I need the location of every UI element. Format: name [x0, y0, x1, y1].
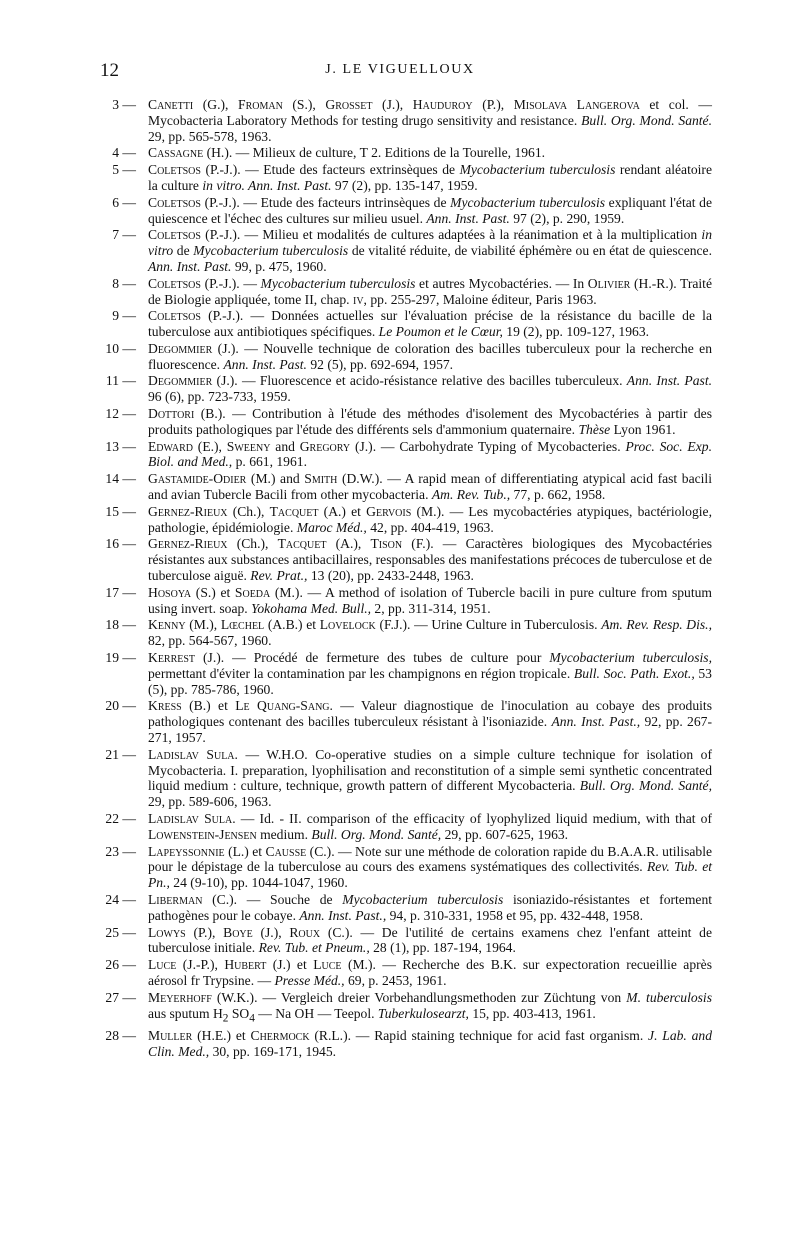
- reference-item: [100, 162, 712, 194]
- reference-text: (H.). — Milieux de culture, T 2. Editions de la Tourelle, 1961.: [203, 145, 546, 161]
- reference-item: [100, 811, 712, 843]
- italic-text: Mycobacterium tuberculosis,: [549, 649, 712, 665]
- reference-text: (P.),: [472, 97, 514, 112]
- reference-text: (B.) et: [181, 698, 236, 714]
- reference-text: (G.),: [193, 97, 239, 112]
- reference-text: 94, p. 310-331, 1958 et 95, pp. 432-448, 1958.: [386, 907, 643, 923]
- reference-text: Lyon 1961.: [610, 421, 676, 437]
- author-name: Hubert: [224, 957, 267, 973]
- reference-item: [100, 844, 712, 892]
- author-name: Misolava Langerova: [513, 97, 640, 112]
- reference-text: (M.). — Les mycobactéries atypiques, bactériologie, pathologie, épidémiologie.: [148, 503, 712, 535]
- reference-text: (F.J.). — Urine Culture in Tuberculosis.: [375, 617, 602, 633]
- subscript: 4: [249, 1012, 255, 1025]
- reference-text: (F.). — Caractères biologiques des Mycobactéries résistantes aux substances antibacillaires, responsables des manifestations précoces de tuberculose et de tuberculose aiguë.: [148, 536, 713, 584]
- reference-text: (M.). — A method of isolation of Tubercle bacili in pure culture from sputum using invert. soap.: [148, 584, 712, 616]
- italic-text: Ann. Inst. Past.: [626, 373, 712, 389]
- reference-text: 13 (20), pp. 2433-2448, 1963.: [307, 568, 474, 584]
- reference-text: 29, pp. 589-606, 1963.: [148, 794, 272, 810]
- reference-number: 24 —: [105, 892, 136, 908]
- author-name: Causse: [265, 843, 307, 859]
- reference-text: and: [270, 438, 300, 454]
- italic-text: Rev. Prat.,: [250, 568, 308, 584]
- reference-number: 4 —: [112, 145, 136, 161]
- reference-text: (J.). — Procédé de fermeture des tubes de culture pour: [195, 649, 550, 665]
- reference-item: [100, 97, 712, 145]
- reference-item: [100, 892, 712, 924]
- reference-number: 8 —: [112, 275, 136, 291]
- author-name: Coletsos: [148, 227, 201, 243]
- reference-item: [100, 406, 712, 438]
- reference-text: 53 (5), pp. 785-786, 1960.: [148, 665, 712, 697]
- reference-item: [100, 145, 712, 161]
- reference-text: 15, pp. 403-413, 1961.: [468, 1005, 596, 1021]
- reference-text: 30, pp. 169-171, 1945.: [209, 1043, 337, 1059]
- reference-number: 18 —: [105, 617, 136, 633]
- reference-number: 12 —: [105, 406, 136, 422]
- reference-text: (P.),: [185, 924, 224, 940]
- reference-text: 92 (5), pp. 692-694, 1957.: [306, 356, 454, 372]
- reference-text: 92, pp. 267-271, 1957.: [148, 714, 712, 746]
- reference-number: 19 —: [105, 649, 136, 665]
- author-name: Gernez-Rieux: [148, 503, 228, 519]
- author-name: Boye: [223, 924, 253, 940]
- author-name: Smith: [304, 471, 338, 487]
- reference-number: 11 —: [105, 373, 136, 389]
- reference-text: 99, p. 475, 1960.: [231, 259, 327, 274]
- reference-text: (H.E.) et: [192, 1028, 251, 1044]
- reference-text: (P.-J.). — Etude des facteurs intrinsèques de: [200, 194, 451, 210]
- reference-text: permettant d'éviter la contamination par les champignons en région tropicale.: [148, 665, 574, 681]
- italic-text: Mycobacterium tuberculosis: [342, 892, 504, 908]
- reference-item: [100, 650, 712, 698]
- reference-text: isoniazido-résistantes et fortement pathogènes pour le cobaye.: [148, 892, 713, 923]
- reference-text: expliquant l'état de quiescence et l'échec des cultures sur milieu usuel.: [148, 194, 712, 226]
- reference-text: 77, p. 662, 1958.: [510, 487, 606, 503]
- reference-number: 10 —: [105, 340, 136, 356]
- reference-text: (J.),: [372, 97, 413, 112]
- author-name: Grosset: [325, 97, 373, 112]
- author-name: Gervois: [366, 503, 412, 519]
- reference-text: rendant aléatoire la culture: [148, 162, 712, 193]
- reference-text: (A.),: [326, 536, 371, 552]
- italic-text: Yokohama Med. Bull.,: [251, 600, 372, 616]
- reference-text: (E.),: [192, 438, 227, 454]
- reference-text: p. 661, 1961.: [232, 454, 307, 470]
- reference-text: 97 (2), pp. 135-147, 1959.: [331, 178, 478, 193]
- italic-text: Mycobacterium tuberculosis: [193, 243, 349, 259]
- reference-text: — Na OH — Teepol.: [254, 1005, 378, 1021]
- reference-text: (J.-P.),: [176, 957, 225, 973]
- reference-item: [100, 698, 712, 746]
- author-name: Coletsos: [148, 308, 201, 324]
- reference-text: , pp. 255-297, Maloine éditeur, Paris 1963.: [363, 291, 597, 307]
- author-name: Hosoya: [148, 584, 192, 600]
- reference-text: de vitalité réduite, de viabilité éphémère ou en état de quiescence.: [348, 243, 712, 259]
- italic-text: Ann. Inst. Past.,: [551, 714, 641, 730]
- author-name: Kenny: [148, 617, 186, 633]
- italic-text: Mycobacterium tuberculosis: [459, 162, 616, 178]
- author-name: Sweeny: [226, 438, 271, 454]
- italic-text: Presse Méd.,: [274, 973, 345, 989]
- reference-number: 28 —: [105, 1028, 136, 1044]
- reference-text: (D.W.). — A rapid mean of differentiating atypical acid fast bacili and avian Tubercle Bacili from other mycobacteria.: [148, 471, 712, 503]
- page-header: [0, 60, 800, 90]
- reference-text: (S.) et: [191, 584, 235, 600]
- reference-text: (C.). — De l'utilité de certains examens chez l'enfant atteint de tuberculose initiale.: [148, 924, 712, 956]
- italic-text: Le Poumon et le Cœur,: [378, 324, 503, 340]
- italic-text: Bull. Soc. Path. Exot.,: [573, 665, 695, 681]
- reference-item: [100, 227, 712, 275]
- author-name: Luce: [148, 957, 177, 973]
- author-name: Lowenstein-Jensen: [148, 826, 257, 842]
- reference-number: 15 —: [105, 503, 136, 519]
- reference-number: 22 —: [105, 811, 136, 827]
- reference-number: 5 —: [112, 162, 136, 178]
- italic-text: Tuberkulosearzt,: [377, 1005, 469, 1021]
- reference-text: (J.). — Nouvelle technique de coloration des bacilles tuberculeux pour la recherche en fluorescence.: [148, 340, 712, 372]
- italic-text: Rev. Tub. et Pneum.,: [258, 940, 370, 956]
- reference-number: 6 —: [112, 194, 136, 210]
- reference-text: et col. — Mycobacteria Laboratory Methods for testing drugo sensitivity and resistance.: [148, 97, 712, 128]
- reference-text: 2, pp. 311-314, 1951.: [371, 600, 491, 616]
- italic-text: Rev. Tub. et Pn.,: [148, 859, 713, 891]
- author-name: Tison: [370, 536, 403, 552]
- author-name: Liberman: [148, 892, 203, 908]
- italic-text: in vitro. Ann. Inst. Past.: [202, 178, 332, 193]
- reference-text: (C.). — Note sur une méthode de coloration rapide du B.A.A.R. utilisable pour le dépistage de la tuberculose au cours des examens systématiques des collectivités.: [148, 843, 713, 875]
- reference-text: (J.),: [252, 924, 290, 940]
- reference-item: [100, 747, 712, 810]
- reference-item: [100, 504, 712, 536]
- author-name: Le Quang-Sang: [235, 698, 330, 714]
- reference-text: (J.) et: [266, 957, 314, 973]
- reference-number: 21 —: [105, 746, 136, 762]
- reference-text: de: [173, 243, 194, 259]
- subscript: 2: [222, 1012, 229, 1025]
- author-name: Dottori: [148, 406, 195, 422]
- author-name: Kress: [148, 698, 182, 714]
- author-name: Soeda: [234, 584, 271, 600]
- italic-text: Bull. Org. Mond. Santé,: [311, 826, 442, 842]
- author-name: Cassagne: [148, 145, 204, 161]
- reference-text: (P.-J.). — Données actuelles sur l'évaluation précise de la résistance du bacille de la tuberculose aux antibiotiques spécifiques.: [148, 308, 712, 340]
- reference-number: 7 —: [112, 227, 136, 243]
- reference-number: 13 —: [105, 438, 136, 454]
- author-name: Coletsos: [148, 194, 201, 210]
- reference-text: (Ch.),: [227, 503, 270, 519]
- reference-item: [100, 925, 712, 957]
- reference-text: (P.-J.). — Milieu et modalités de cultures adaptées à la réanimation et à la multiplication: [200, 227, 702, 243]
- author-name: Lowys: [148, 924, 186, 940]
- reference-text: (H.-R.). Traité de Biologie appliquée, tome II, chap.: [148, 275, 712, 307]
- reference-text: 82, pp. 564-567, 1960.: [148, 633, 272, 649]
- reference-text: (Ch.),: [227, 536, 278, 552]
- reference-number: 16 —: [105, 536, 136, 552]
- author-name: Froman: [238, 97, 283, 112]
- italic-text: Ann. Inst. Past.,: [299, 907, 387, 923]
- reference-item: [100, 585, 712, 617]
- reference-number: 14 —: [105, 471, 136, 487]
- italic-text: Bull. Org. Mond. Santé,: [579, 778, 712, 794]
- reference-text: . — Valeur diagnostique de l'inoculation au cobaye des produits pathologiques contenant des bacilles tuberculeux résistant à l'isoniazide.: [148, 698, 712, 730]
- author-name: Luce: [313, 957, 342, 973]
- italic-text: Proc. Soc. Exp. Biol. and Med.,: [148, 438, 712, 470]
- reference-text: (M.). — Recherche des B.K. sur expectoration recueillie après aérosol fr Trypsine. —: [148, 957, 712, 989]
- reference-text: (L.) et: [224, 843, 266, 859]
- reference-text: 29, pp. 565-578, 1963.: [148, 128, 272, 144]
- italic-text: Mycobacterium tuberculosis: [260, 275, 416, 291]
- reference-item: [100, 373, 712, 405]
- reference-text: (M.) and: [246, 471, 305, 487]
- italic-text: Thèse: [578, 421, 611, 437]
- author-name: Ladislav Sula: [148, 811, 233, 827]
- reference-text: aus sputum H: [148, 1005, 223, 1021]
- reference-number: 23 —: [105, 843, 136, 859]
- author-name: Lovelock: [319, 617, 376, 633]
- reference-number: 3 —: [112, 97, 136, 112]
- reference-item: [100, 195, 712, 227]
- author-name: Edward: [148, 438, 193, 454]
- reference-text: 19 (2), pp. 109-127, 1963.: [502, 324, 650, 340]
- reference-text: 24 (9-10), pp. 1044-1047, 1960.: [169, 875, 348, 891]
- author-name: Degommier: [148, 340, 213, 356]
- reference-text: (A.) et: [318, 503, 367, 519]
- italic-text: Maroc Méd.,: [296, 519, 367, 535]
- reference-item: [100, 276, 712, 308]
- reference-text: (A.B.) et: [264, 617, 320, 633]
- italic-text: Ann. Inst. Past.: [223, 356, 307, 372]
- reference-text: (J.). — Fluorescence et acido-résistance relative des bacilles tuberculeux.: [212, 373, 627, 389]
- reference-item: [100, 990, 712, 1027]
- author-name: iv: [352, 291, 364, 307]
- italic-text: Am. Rev. Resp. Dis.,: [601, 617, 712, 633]
- author-name: Lapeyssonnie: [148, 843, 225, 859]
- author-name: Muller: [148, 1028, 193, 1044]
- page-number: 12: [100, 60, 119, 81]
- reference-text: 29, pp. 607-625, 1963.: [441, 826, 569, 842]
- reference-text: 28 (1), pp. 187-194, 1964.: [369, 940, 516, 956]
- reference-item: [100, 471, 712, 503]
- author-name: Lœchel: [220, 617, 265, 633]
- author-name: Chermock: [250, 1028, 310, 1044]
- reference-number: 9 —: [112, 308, 136, 324]
- reference-text: SO: [228, 1005, 250, 1021]
- reference-item: [100, 341, 712, 373]
- italic-text: J. Lab. and Clin. Med.,: [148, 1028, 713, 1059]
- author-name: Degommier: [148, 373, 213, 389]
- reference-item: [100, 1028, 712, 1060]
- author-name: Tacquet: [277, 536, 327, 552]
- reference-number: 25 —: [105, 924, 136, 940]
- reference-text: (J.). — Carbohydrate Typing of Mycobacteries.: [350, 438, 626, 454]
- reference-text: (C.). — Souche de: [202, 892, 343, 908]
- author-name: Kerrest: [148, 649, 196, 665]
- reference-text: et autres Mycobactéries. — In: [415, 275, 588, 291]
- reference-text: (S.),: [282, 97, 326, 112]
- author-name: Coletsos: [148, 275, 201, 291]
- reference-item: [100, 536, 712, 584]
- reference-text: (M.),: [185, 617, 221, 633]
- reference-item: [100, 308, 712, 340]
- author-name: Meyerhoff: [148, 989, 212, 1005]
- italic-text: Bull. Org. Mond. Santé.: [581, 112, 712, 128]
- italic-text: Mycobacterium tuberculosis: [450, 194, 606, 210]
- reference-list: [100, 97, 712, 1061]
- author-name: Coletsos: [148, 162, 201, 178]
- reference-item: [100, 439, 712, 471]
- reference-text: (W.K.). — Vergleich dreier Vorbehandlungsmethoden zur Züchtung von: [211, 989, 627, 1005]
- reference-text: medium.: [256, 826, 312, 842]
- author-name: Gastamide-Odier: [148, 471, 247, 487]
- italic-text: Ann. Inst. Past.: [426, 210, 510, 226]
- author-name: Tacquet: [269, 503, 319, 519]
- reference-text: (B.). — Contribution à l'étude des méthodes d'isolement des Mycobactéries à partir des produits pathologiques par l'étude des différents sels d'ammonium quaternaire.: [148, 406, 712, 437]
- reference-number: 20 —: [105, 698, 136, 714]
- reference-text: (P.-J.). —: [200, 275, 261, 291]
- author-name: Gregory: [299, 438, 351, 454]
- italic-text: Am. Rev. Tub.,: [431, 487, 511, 503]
- author-name: Canetti: [148, 97, 194, 112]
- reference-item: [100, 957, 712, 989]
- reference-item: [100, 617, 712, 649]
- reference-text: (R.L.). — Rapid staining technique for acid fast organism.: [309, 1028, 649, 1044]
- reference-number: 27 —: [105, 989, 136, 1005]
- italic-text: M. tuberculosis: [626, 989, 712, 1005]
- reference-number: 26 —: [105, 957, 136, 973]
- reference-text: . — W.H.O. Co-operative studies on a simple culture technique for isolation of Mycobacteria. I. preparation, lyophilisation and reconstitution of a simple semi synthetic concentrated liquid medium : culture, technique, growth pattern of different Mycobacteria.: [148, 746, 712, 794]
- author-name: Roux: [289, 924, 321, 940]
- author-name: Hauduroy: [412, 97, 473, 112]
- italic-text: in vitro: [148, 227, 712, 259]
- reference-text: 96 (6), pp. 723-733, 1959.: [148, 389, 291, 405]
- reference-number: 17 —: [105, 584, 136, 600]
- author-name: Ladislav Sula: [148, 746, 235, 762]
- reference-text: . — Id. - II. comparison of the efficacity of lyophylized liquid medium, with that of: [232, 811, 713, 827]
- running-head: J. LE VIGUELLOUX: [325, 62, 475, 77]
- italic-text: Ann. Inst. Past.: [148, 259, 232, 274]
- reference-text: 69, p. 2453, 1961.: [344, 973, 447, 989]
- reference-text: 97 (2), p. 290, 1959.: [509, 210, 625, 226]
- reference-text: 42, pp. 404-419, 1963.: [366, 519, 494, 535]
- reference-text: (P.-J.). — Etude des facteurs extrinsèques de: [200, 162, 460, 178]
- author-name: Gernez-Rieux: [148, 536, 228, 552]
- author-name: Olivier: [587, 275, 631, 291]
